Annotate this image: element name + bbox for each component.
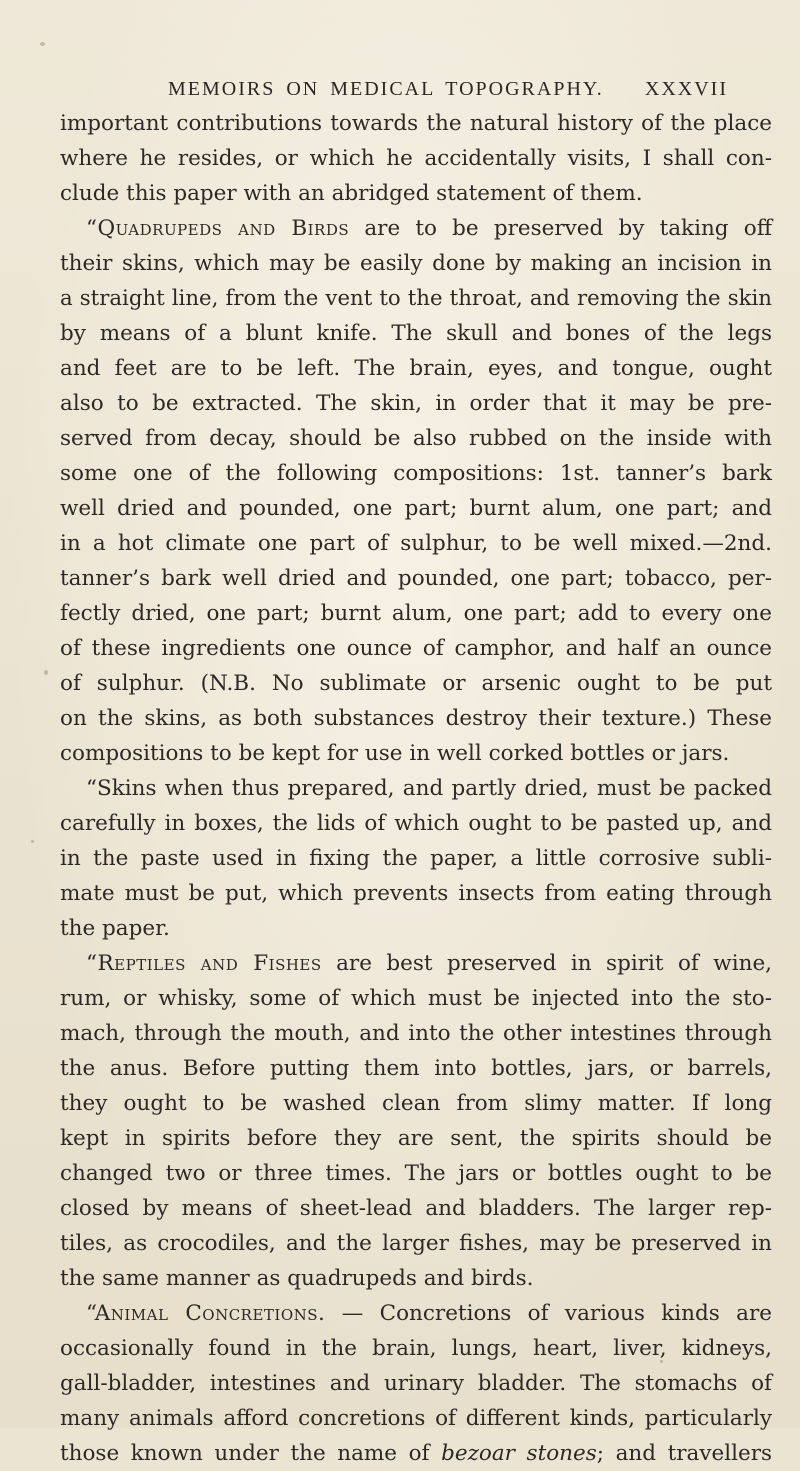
line-text: a straight line, from the vent to the throat, and removing the skin: [60, 286, 772, 311]
line-text: well dried and pounded, one part; burnt alum, one part; and: [60, 496, 772, 521]
paper-speck: [44, 670, 48, 675]
line-text: occasionally found in the brain, lungs, heart, liver, kidneys,: [60, 1336, 772, 1361]
line-text: those known under the name of: [60, 1441, 442, 1466]
text-line: [60, 631, 772, 666]
text-line: [60, 1121, 772, 1156]
text-line: [60, 1191, 772, 1226]
text-line: [60, 316, 772, 351]
line-text: and feet are to be left. The brain, eyes, and tongue, ought: [60, 356, 772, 381]
line-text: fectly dried, one part; burnt alum, one part; add to every one: [60, 601, 772, 626]
line-text: of sulphur. (N.B. No sublimate or arsenic ought to be put: [60, 671, 772, 696]
page-header: [168, 78, 728, 101]
line-text: many animals afford concretions of different kinds, particularly: [60, 1406, 772, 1431]
italic-term: bezoar stones: [441, 1441, 597, 1466]
text-line: [60, 106, 772, 141]
line-text: “Skins when thus prepared, and partly dried, must be packed: [86, 776, 772, 801]
text-line: [60, 1296, 772, 1331]
text-line: [60, 1436, 772, 1471]
text-line: [60, 1261, 772, 1296]
line-text: mach, through the mouth, and into the other intestines through: [60, 1021, 772, 1046]
text-line: [60, 596, 772, 631]
text-line: [60, 281, 772, 316]
section-heading: “Animal Concretions.: [86, 1301, 326, 1326]
text-line: [60, 1051, 772, 1086]
text-line: [60, 176, 772, 211]
text-line: [60, 386, 772, 421]
running-head: MEMOIRS ON MEDICAL TOPOGRAPHY.: [168, 78, 604, 100]
text-line: [60, 806, 772, 841]
line-text: in a hot climate one part of sulphur, to be well mixed.—2nd.: [60, 531, 772, 556]
text-line: [60, 1086, 772, 1121]
text-line: [60, 1366, 772, 1401]
body-text: [60, 106, 772, 1471]
text-line: [60, 736, 772, 771]
line-text: important contributions towards the natural history of the place: [60, 111, 772, 136]
text-line: [60, 246, 772, 281]
line-text: — Concretions of various kinds are: [325, 1301, 772, 1326]
text-line: [60, 1156, 772, 1191]
line-text: rum, or whisky, some of which must be injected into the sto-: [60, 986, 772, 1011]
text-line: [60, 1016, 772, 1051]
text-line: [60, 526, 772, 561]
section-heading: “Reptiles and Fishes: [86, 951, 322, 976]
paper-speck: [40, 42, 45, 46]
text-line: [60, 911, 772, 946]
line-text: tanner’s bark well dried and pounded, one part; tobacco, per-: [60, 566, 772, 591]
line-text: also to be extracted. The skin, in order that it may be pre-: [60, 391, 772, 416]
line-text: the paper.: [60, 916, 170, 941]
line-text: are best preserved in spirit of wine,: [321, 951, 772, 976]
line-text: their skins, which may be easily done by making an incision in: [60, 251, 772, 276]
text-line: [60, 946, 772, 981]
line-text: served from decay, should be also rubbed on the inside with: [60, 426, 772, 451]
line-text: gall-bladder, intestines and urinary bladder. The stomachs of: [60, 1371, 772, 1396]
text-line: [60, 421, 772, 456]
text-line: [60, 841, 772, 876]
line-text: some one of the following compositions: 1st. tanner’s bark: [60, 461, 772, 486]
text-line: [60, 211, 772, 246]
line-text: closed by means of sheet-lead and bladders. The larger rep-: [60, 1196, 772, 1221]
line-text: in the paste used in fixing the paper, a little corrosive subli-: [60, 846, 772, 871]
line-text: clude this paper with an abridged statement of them.: [60, 181, 643, 206]
line-text: compositions to be kept for use in well corked bottles or jars.: [60, 741, 730, 766]
line-text: the anus. Before putting them into bottles, jars, or barrels,: [60, 1056, 772, 1081]
line-text: tiles, as crocodiles, and the larger fishes, may be preserved in: [60, 1231, 772, 1256]
text-line: [60, 981, 772, 1016]
text-line: [60, 666, 772, 701]
line-text: of these ingredients one ounce of camphor, and half an ounce: [60, 636, 772, 661]
text-line: [60, 141, 772, 176]
paper-speck: [660, 1360, 663, 1363]
text-line: [60, 456, 772, 491]
line-text: are to be preserved by taking off: [349, 216, 772, 241]
page-number: XXXVII: [644, 78, 728, 100]
line-text: changed two or three times. The jars or bottles ought to be: [60, 1161, 772, 1186]
text-line: [60, 1401, 772, 1436]
line-text: carefully in boxes, the lids of which ought to be pasted up, and: [60, 811, 772, 836]
line-text: by means of a blunt knife. The skull and bones of the legs: [60, 321, 772, 346]
text-line: [60, 351, 772, 386]
text-line: [60, 1331, 772, 1366]
text-line: [60, 561, 772, 596]
line-tail: ; and travellers: [596, 1441, 773, 1466]
text-line: [60, 1226, 772, 1261]
section-heading: “Quadrupeds and Birds: [86, 216, 350, 241]
text-line: [60, 701, 772, 736]
line-text: kept in spirits before they are sent, the spirits should be: [60, 1126, 772, 1151]
line-text: they ought to be washed clean from slimy matter. If long: [60, 1091, 772, 1116]
paper-speck: [31, 840, 34, 843]
line-text: mate must be put, which prevents insects from eating through: [60, 881, 772, 906]
line-text: where he resides, or which he accidentally visits, I shall con-: [60, 146, 772, 171]
text-line: [60, 771, 772, 806]
text-line: [60, 491, 772, 526]
text-line: [60, 876, 772, 911]
line-text: on the skins, as both substances destroy their texture.) These: [60, 706, 772, 731]
line-text: the same manner as quadrupeds and birds.: [60, 1266, 534, 1291]
